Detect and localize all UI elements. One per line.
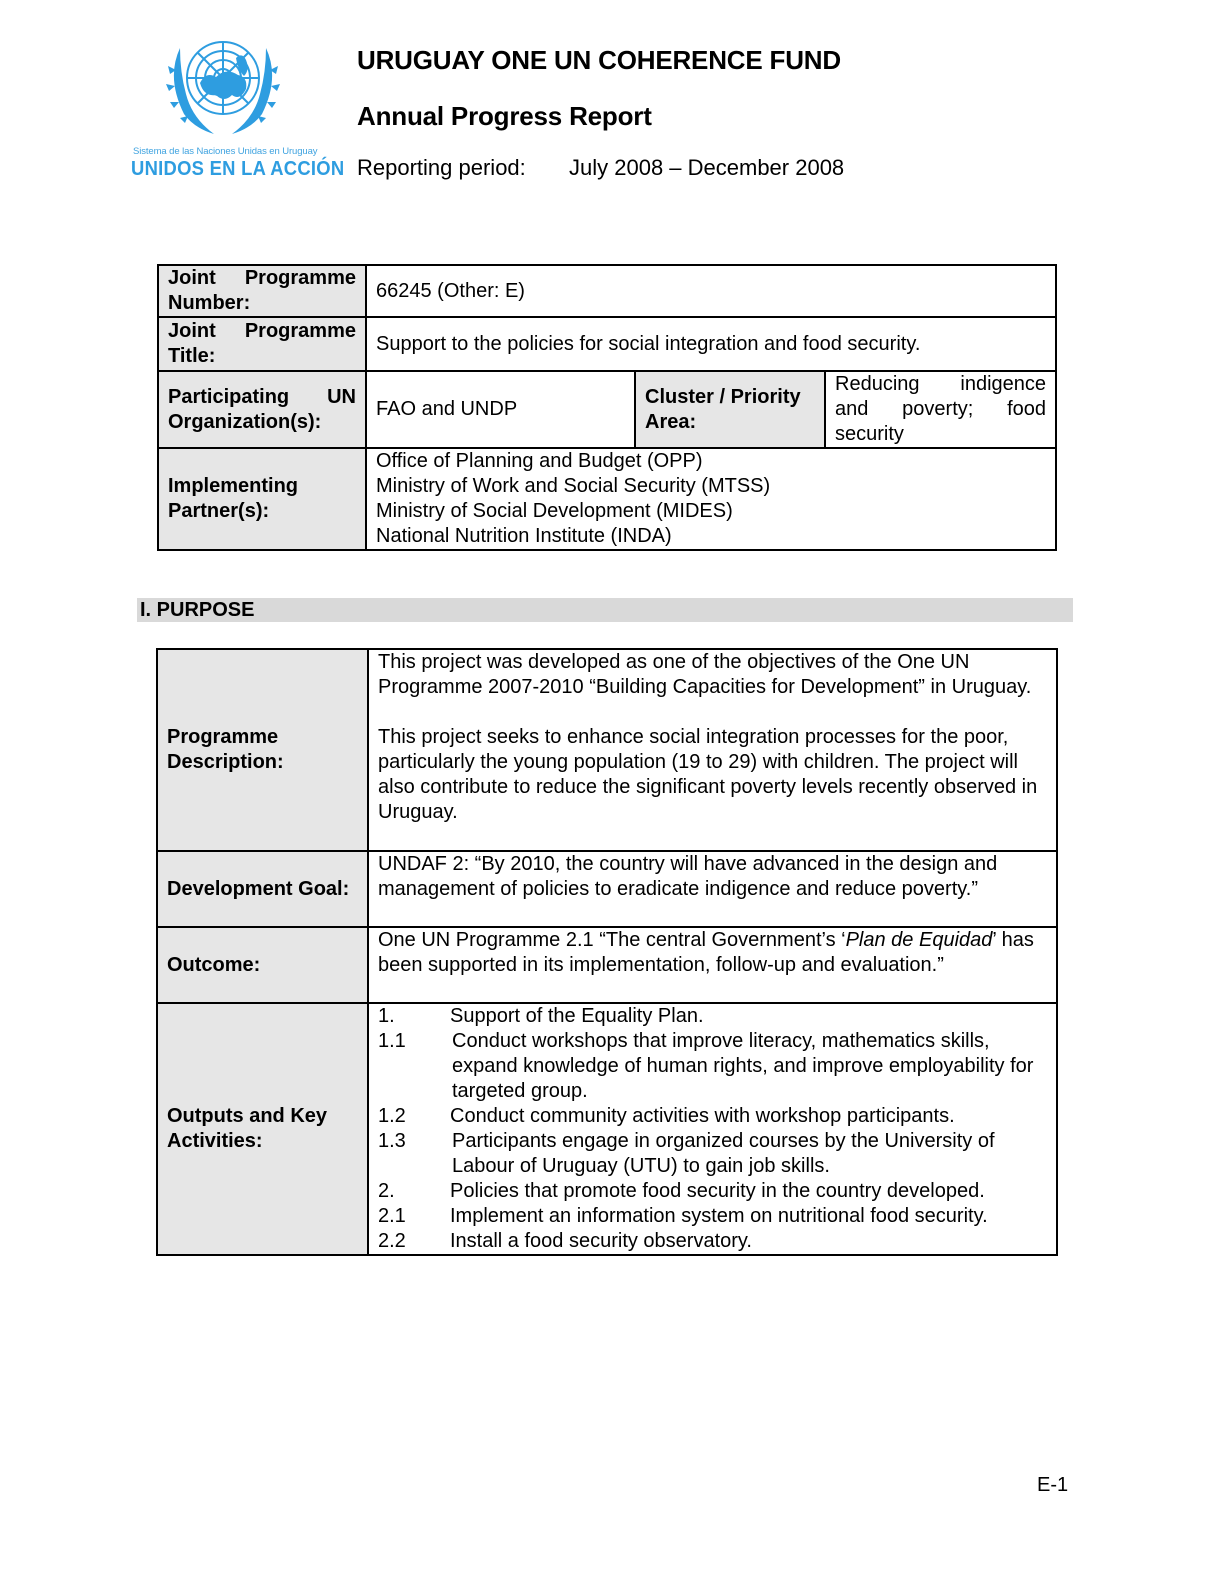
- outcome-prefix: One UN Programme 2.1 “The central Government’s ‘: [378, 929, 846, 951]
- table-row: [157, 1003, 1057, 1255]
- outcome-value: [368, 927, 1057, 1003]
- participating-orgs-value: FAO and UNDP: [366, 371, 635, 448]
- activity-item: [378, 1004, 1047, 1029]
- programme-description-label: Programme Description:: [157, 649, 368, 851]
- cluster-area-label: Cluster / Priority Area:: [635, 371, 825, 448]
- reporting-period: [357, 155, 845, 181]
- programme-title-label: Joint Programme Title:: [158, 317, 366, 371]
- activity-number: 1.: [378, 1005, 395, 1027]
- partner-item: Ministry of Work and Social Security (MTSS): [376, 475, 771, 497]
- implementing-partners-label: Implementing Partner(s):: [158, 448, 366, 550]
- outputs-value: [368, 1003, 1057, 1255]
- table-row: [157, 851, 1057, 927]
- programme-info-table: [157, 264, 1057, 551]
- activity-number: 1.1: [378, 1030, 406, 1052]
- activity-text: Participants engage in organized courses by the University of Labour of Uruguay (UTU) to gain job skills.: [452, 1130, 995, 1177]
- partner-item: Office of Planning and Budget (OPP): [376, 450, 703, 472]
- un-emblem-icon: [158, 28, 288, 142]
- partner-item: National Nutrition Institute (INDA): [376, 525, 672, 547]
- section-heading-purpose: I. PURPOSE: [137, 598, 1073, 622]
- development-goal-value: UNDAF 2: “By 2010, the country will have advanced in the design and management of policies to eradicate indigence and reduce poverty.”: [368, 851, 1057, 927]
- activity-text: Conduct community activities with workshop participants.: [450, 1105, 955, 1127]
- activity-item: [378, 1204, 1047, 1229]
- description-paragraph: This project was developed as one of the objectives of the One UN Programme 2007-2010 “Building Capacities for Development” in Uruguay.: [378, 651, 1032, 698]
- activity-text: Support of the Equality Plan.: [450, 1005, 704, 1027]
- table-row: [157, 927, 1057, 1003]
- partner-item: Ministry of Social Development (MIDES): [376, 500, 733, 522]
- activity-number: 2.1: [378, 1205, 406, 1227]
- implementing-partners-value: [366, 448, 1056, 550]
- programme-description-value: [368, 649, 1057, 851]
- activity-number: 1.2: [378, 1105, 406, 1127]
- table-row: [158, 317, 1056, 371]
- outcome-plan-name: Plan de Equidad: [845, 929, 993, 951]
- description-paragraph: This project seeks to enhance social integration processes for the poor, particularly the young population (19 to 29) with children. The project will also contribute to reduce the significant poverty levels recently observed in Uruguay.: [378, 726, 1038, 823]
- reporting-period-value: July 2008 – December 2008: [569, 155, 845, 180]
- table-row: [158, 448, 1056, 550]
- document-title: URUGUAY ONE UN COHERENCE FUND: [357, 45, 841, 75]
- table-row: [157, 649, 1057, 851]
- activity-item: [378, 1104, 1047, 1129]
- activity-number: 2.2: [378, 1230, 406, 1252]
- table-row: [158, 265, 1056, 317]
- activity-number: 1.3: [378, 1130, 406, 1152]
- programme-number-value: 66245 (Other: E): [366, 265, 1056, 317]
- programme-title-value: Support to the policies for social integration and food security.: [366, 317, 1056, 371]
- purpose-table: [156, 648, 1058, 1256]
- programme-number-label: Joint Programme Number:: [158, 265, 366, 317]
- outputs-label: Outputs and Key Activities:: [157, 1003, 368, 1255]
- activity-item: [378, 1129, 1047, 1179]
- activity-text: Install a food security observatory.: [450, 1230, 752, 1252]
- activity-item: [378, 1179, 1047, 1204]
- logo-slogan: UNIDOS EN LA ACCIÓN: [131, 158, 345, 180]
- logo-tagline: Sistema de las Naciones Unidas en Uruguay: [133, 146, 318, 157]
- outcome-label: Outcome:: [157, 927, 368, 1003]
- table-row: [158, 371, 1056, 448]
- document-subtitle: Annual Progress Report: [357, 101, 652, 131]
- activity-number: 2.: [378, 1180, 395, 1202]
- development-goal-label: Development Goal:: [157, 851, 368, 927]
- activity-item: [378, 1029, 1047, 1104]
- activity-text: Implement an information system on nutritional food security.: [450, 1205, 988, 1227]
- activity-text: Policies that promote food security in the country developed.: [450, 1180, 985, 1202]
- activity-item: [378, 1229, 1047, 1254]
- un-logo: [128, 28, 345, 180]
- cluster-area-value: Reducing indigence and poverty; food security: [825, 371, 1056, 448]
- activity-text: Conduct workshops that improve literacy, mathematics skills, expand knowledge of human rights, and improve employability for targeted group.: [452, 1030, 1034, 1102]
- page-number: E-1: [1037, 1474, 1069, 1496]
- reporting-period-label: Reporting period:: [357, 155, 526, 180]
- participating-orgs-label: Participating UN Organization(s):: [158, 371, 366, 448]
- outcome-suffix: ’ has been supported in its implementation, follow-up and evaluation.”: [378, 929, 1034, 976]
